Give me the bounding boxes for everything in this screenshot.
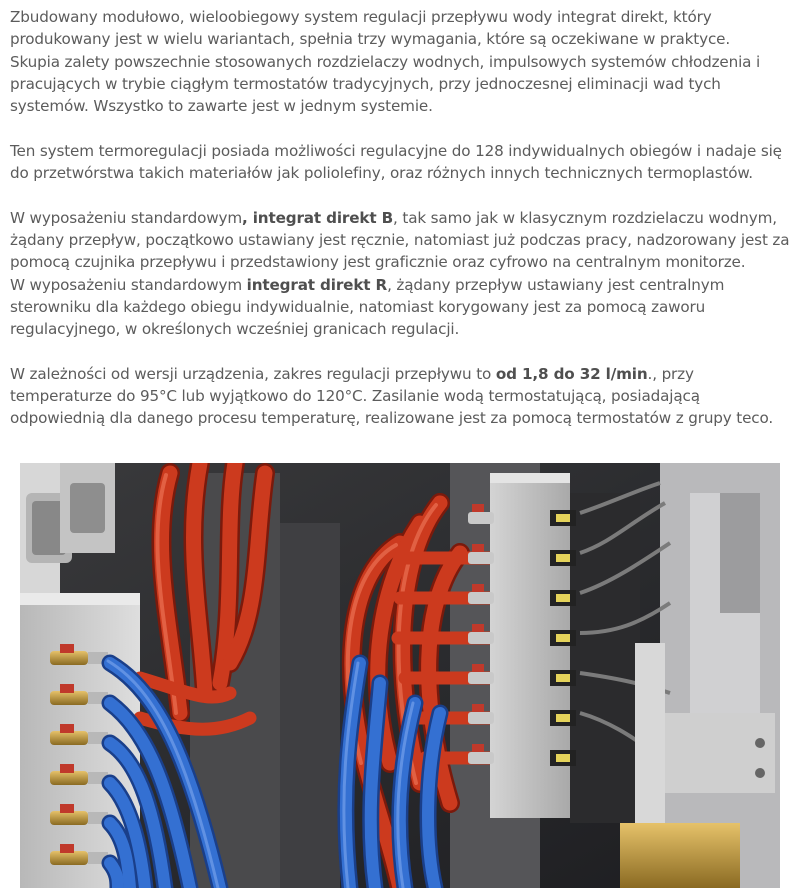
- text-segment: regulacyjnego, w określonych wcześniej granicach regulacji.: [10, 320, 460, 339]
- text-line: [10, 251, 796, 273]
- text-line: [10, 274, 796, 296]
- article-text: [10, 6, 796, 452]
- text-line: [10, 73, 796, 95]
- bold-text: od 1,8 do 32 l/min: [495, 364, 648, 383]
- text-line: [10, 51, 796, 73]
- text-segment: Zbudowany modułowo, wieloobiegowy system regulacji przepływu wody integrat direkt, który: [10, 8, 712, 26]
- text-segment: odpowiednią dla danego procesu temperaturę, realizowane jest za pomocą termostatów z grupy teco.: [10, 409, 774, 428]
- text-line: [10, 207, 796, 229]
- text-line: [10, 296, 796, 318]
- text-line: [10, 229, 796, 251]
- text-segment: , żądany przepływ ustawiany jest centralnym: [387, 275, 725, 294]
- bold-text: integrat direkt R: [246, 275, 388, 294]
- text-line: [10, 407, 796, 429]
- equipment-photo: [20, 463, 780, 888]
- text-segment: , tak samo jak w klasycznym rozdzielaczu wodnym,: [393, 208, 777, 227]
- paragraph: [10, 6, 796, 117]
- text-segment: W wyposażeniu standardowym: [10, 208, 242, 227]
- text-segment: pomocą czujnika przepływu i przedstawiony jest graficznie oraz cyfrowo na centralnym monitorze.: [10, 253, 746, 272]
- text-segment: do przetwórstwa takich materiałów jak poliolefiny, oraz różnych innych technicznych termoplastów.: [10, 164, 753, 183]
- text-line: [10, 162, 796, 184]
- text-line: [10, 363, 796, 385]
- paragraph: [10, 363, 796, 430]
- text-line: [10, 28, 796, 50]
- text-line: [10, 95, 796, 117]
- text-line: [10, 318, 796, 340]
- text-line: [10, 385, 796, 407]
- text-segment: W zależności od wersji urządzenia, zakres regulacji przepływu to: [10, 364, 496, 383]
- paragraph: [10, 140, 796, 185]
- text-segment: sterowniku dla każdego obiegu indywidualnie, natomiast korygowany jest za pomocą zaworu: [10, 297, 706, 316]
- text-line: [10, 6, 796, 28]
- water-distributor-illustration: [20, 463, 780, 888]
- text-segment: systemów. Wszystko to zawarte jest w jednym systemie.: [10, 97, 433, 116]
- text-segment: Ten system termoregulacji posiada możliwości regulacyjne do 128 indywidualnych obiegów i nadaje się: [10, 141, 782, 160]
- text-segment: ., przy: [647, 364, 694, 383]
- text-line: [10, 140, 796, 162]
- text-segment: pracujących w trybie ciągłym termostatów tradycyjnych, przy jednoczesnej eliminacji wad tych: [10, 74, 721, 93]
- text-segment: produkowany jest w wielu wariantach, spełnia trzy wymagania, które są oczekiwane w praktyce.: [10, 30, 731, 49]
- paragraph: [10, 207, 796, 341]
- text-segment: Skupia zalety powszechnie stosowanych rozdzielaczy wodnych, impulsowych systemów chłodzenia i: [10, 52, 761, 71]
- text-segment: W wyposażeniu standardowym: [10, 275, 247, 294]
- text-segment: żądany przepływ, początkowo ustawiany jest ręcznie, natomiast już podczas pracy, nadzorowany jest za: [10, 230, 790, 249]
- text-segment: temperaturze do 95°C lub wyjątkowo do 120°C. Zasilanie wodą termostatującą, posiadającą: [10, 387, 700, 406]
- bold-text: , integrat direkt B: [241, 208, 394, 227]
